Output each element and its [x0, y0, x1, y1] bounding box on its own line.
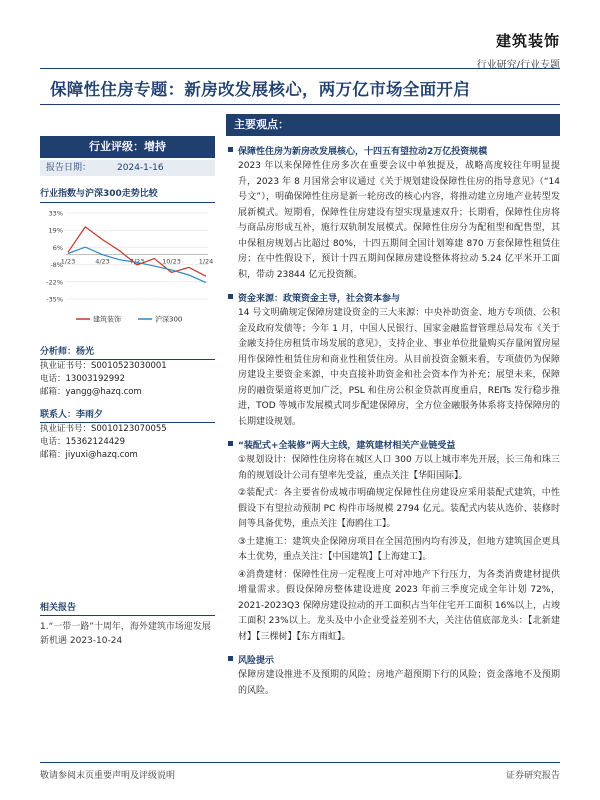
- section-paragraph: ④消费建材：保障性住房一定程度上可对冲地产下行压力，为各类消费建材提供增量需求。假设保障房整体建设进度 2023 年前三季度完成全年计划 72%，2021-2023Q3 保障房建设拉动的开工面积占当年住宅开工面积 16%以上，占竣工面积 23%以上。龙头及中小企业受益差别不大，关注估值底部龙头：【北新建材】【三棵树】【东方雨虹】。: [238, 569, 560, 642]
- legend-label: 沪深300: [155, 315, 183, 324]
- industry-rating: 行业评级：增持: [40, 136, 215, 158]
- analyst-label: 分析师：杨光: [40, 344, 215, 360]
- y-tick-label: 33%: [48, 209, 63, 218]
- key-points: [226, 114, 560, 699]
- x-tick-label: 10/23: [162, 257, 181, 266]
- key-points-header: 主要观点：: [226, 114, 560, 136]
- title-divider: [40, 104, 560, 105]
- y-tick-label: -8%: [50, 261, 63, 270]
- header-title: 建筑装饰: [495, 32, 560, 50]
- report-date-label: 报告日期：: [46, 163, 92, 173]
- chart-container: [40, 207, 215, 336]
- legend-label: 建筑装饰: [93, 315, 121, 324]
- footer-report-type: 证券研究报告: [505, 771, 560, 781]
- footer-divider: [40, 762, 560, 763]
- x-tick-label: 1/24: [198, 257, 214, 266]
- section-heading: 保障性住房为新房改发展核心，十四五有望拉动2万亿投资规模: [226, 144, 560, 157]
- footer-disclaimer[interactable]: 敬请参阅末页重要声明及评级说明: [40, 771, 176, 781]
- section-paragraph: ①规划设计：保障性住房将在城区人口 300 万以上城市率先开展，长三角和珠三角的规划设计公司有望率先受益，重点关注【华阳国际】。: [238, 455, 560, 481]
- contact-phone: 电话：15362124429: [40, 437, 125, 447]
- section-paragraph: 14 号文明确规定保障房建设资金的三大来源：中央补助资金、地方专项债、公积金及政府发债等；今年 1 月，中国人民银行、国家金融监督管理总局发布《关于金融支持住房租赁市场发展的意见》，支持企业、事业单位批量购买存量闲置房屋用作保障性租赁住房和商业性租赁住房。从目前投资金额来看，专项债仍为保障房建设主要资金来源，中央直接补助资金和社会资本作为补充；展望未来，保障房的融资渠道将更加广泛，PSL 和住房公积金贷款再度重启，REITs 发行稳步推进，TOD 等城市发展模式同步配建保障房，全方位金融服务体系将支持保障房的长期建设规划。: [238, 308, 560, 427]
- analyst-cert: 执业证书号：S0010523030001: [40, 361, 167, 371]
- y-tick-label: 6%: [52, 243, 63, 252]
- analyst-info: [40, 360, 215, 399]
- contact-email[interactable]: 邮箱：jiyuxi@hazq.com: [40, 450, 138, 460]
- header-divider: [40, 68, 560, 69]
- x-tick-label: 4/23: [95, 257, 110, 266]
- section-paragraph: ②装配式：各主要省份成城市明确规定保障性住房建设应采用装配式建筑，中性假设下有望拉动预制 PC 构件市场规模 2794 亿元。装配式内装从选价、装修时间等具备优势，重点关注【海鸥住工】。: [238, 488, 560, 529]
- x-tick-label: 1/23: [60, 257, 76, 266]
- analyst-phone: 电话：13003192992: [40, 374, 125, 384]
- x-tick-label: 7/23: [129, 257, 145, 266]
- header: [477, 30, 560, 71]
- y-tick-label: 19%: [48, 226, 63, 235]
- section-paragraph: 保障房建设推进不及预期的风险；房地产超预期下行的风险；资金落地不及预期的风险。: [238, 670, 560, 696]
- related-reports: [40, 600, 215, 648]
- left-column: [40, 136, 215, 462]
- section-heading: 风险提示: [226, 653, 560, 666]
- contact-info: [40, 423, 215, 462]
- report-date-value: 2024-1-16: [117, 163, 164, 173]
- index-comparison-chart: [40, 207, 215, 332]
- section-paragraph: 2023 年以来保障性住房多次在重要会议中单独提及，战略高度较往年明显提升，2023 年 8 月国常会审议通过《关于规划建设保障性住房的指导意见》（“14 号文”），明确保障性住房是新一轮房改的核心内容，将推动建立房地产业转型发展新模式。短期看，保障性住房建设有望实现量速双升；长期看，保障性住房将与商品房形成互补，施行双轨制发展模式。保障性住房分为配租型和配售型，其中保租房规划占比超过 80%，十四五期间全国计划筹建 870 万套保障性租赁住房；在中性假设下，预计十四五期间保障房建设整体将拉动 5.24 亿平米开工面积，带动 23844 亿元投资额。: [238, 161, 560, 280]
- chart-title: 行业指数与沪深300走势比较: [40, 186, 215, 203]
- section-heading: “装配式+全装修”两大主线，建筑建材相关产业链受益: [226, 438, 560, 451]
- related-label: 相关报告: [40, 600, 215, 616]
- contact-label: 联系人：李雨夕: [40, 407, 215, 423]
- section-heading: 资金来源：政策资金主导，社会资本参与: [226, 291, 560, 304]
- report-title: 保障性住房专题：新房改发展核心，两万亿市场全面开启: [50, 80, 470, 99]
- contact-cert: 执业证书号：S0010123070055: [40, 424, 167, 434]
- series-line: [68, 227, 206, 276]
- y-tick-label: -22%: [46, 278, 63, 287]
- y-tick-label: -35%: [46, 295, 63, 304]
- header-subtitle: 行业研究/行业专题: [476, 60, 560, 71]
- related-report-item[interactable]: 1.“一带一路”十周年，海外建筑市场迎发展新机遇 2023-10-24: [40, 622, 211, 646]
- report-date: [40, 160, 215, 176]
- analyst-email[interactable]: 邮箱：yangg@hazq.com: [40, 387, 142, 397]
- section-paragraph: ③土建施工：建筑央企保障房项目在全国范围内均有涉及，但地方建筑国企更具本土优势，重点关注：【中国建筑】【上海建工】。: [238, 536, 560, 562]
